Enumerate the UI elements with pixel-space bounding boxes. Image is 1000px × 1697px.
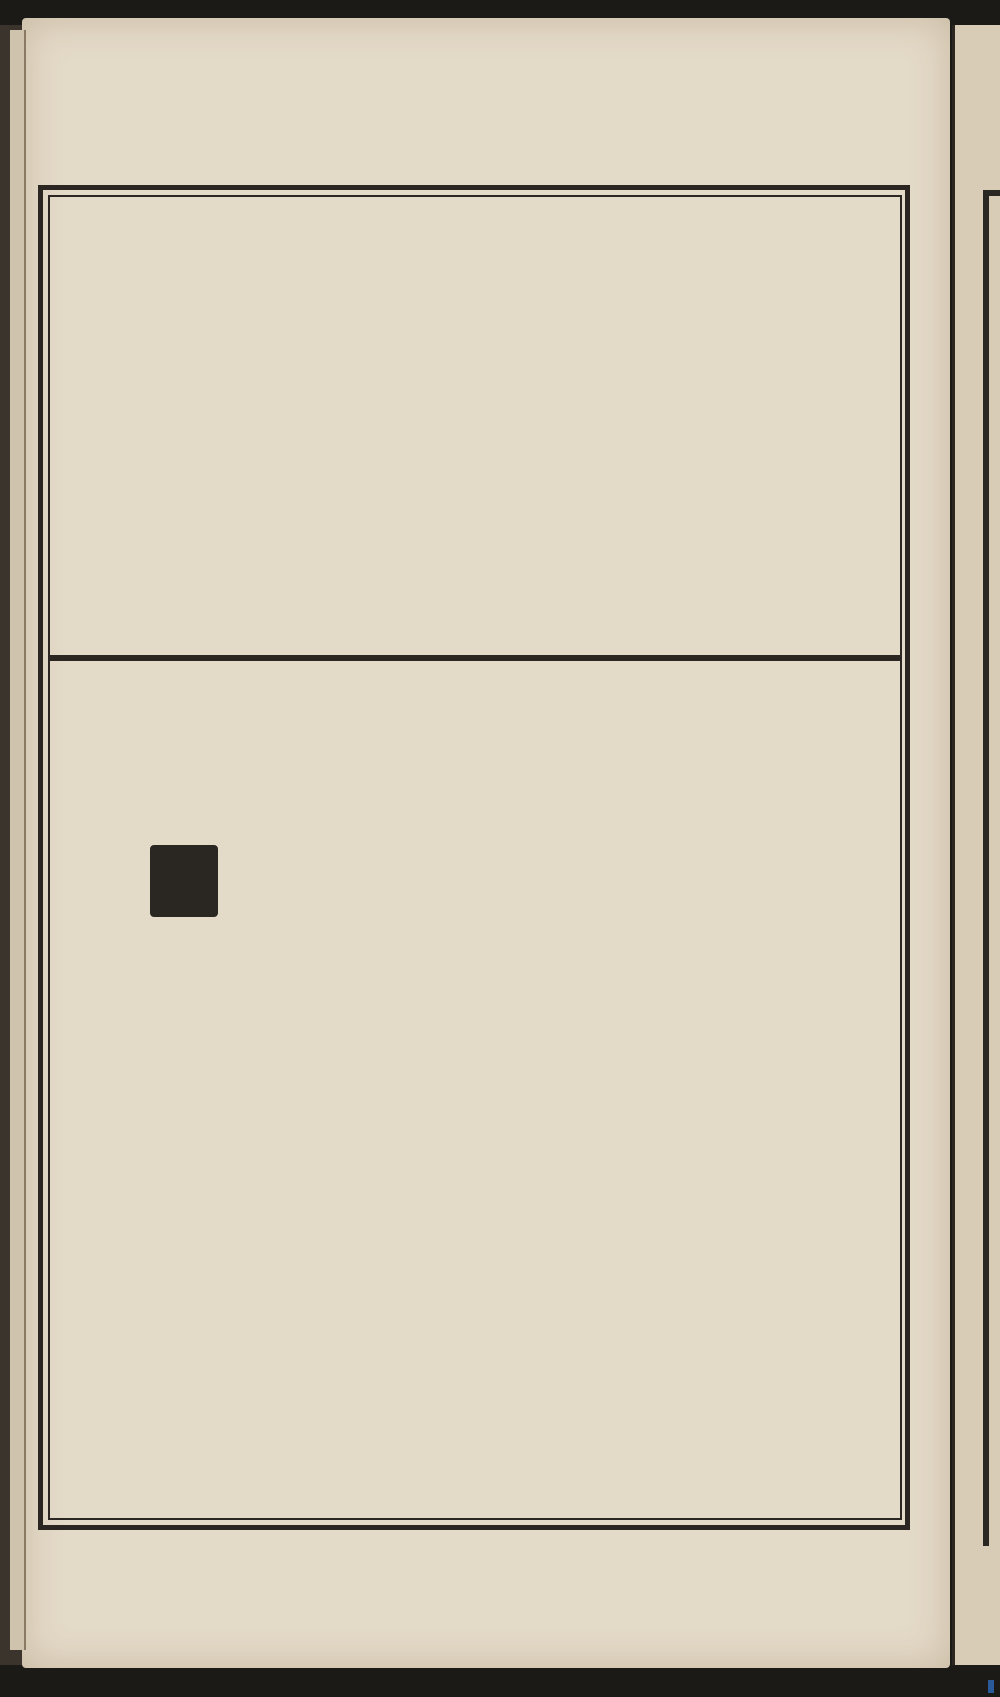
section-mark [150,845,218,917]
digitization-credit [984,1680,994,1693]
facing-page [952,25,1000,1665]
register-divider [48,655,902,661]
page-edge [10,30,26,1650]
dfg-logo [988,1680,994,1693]
